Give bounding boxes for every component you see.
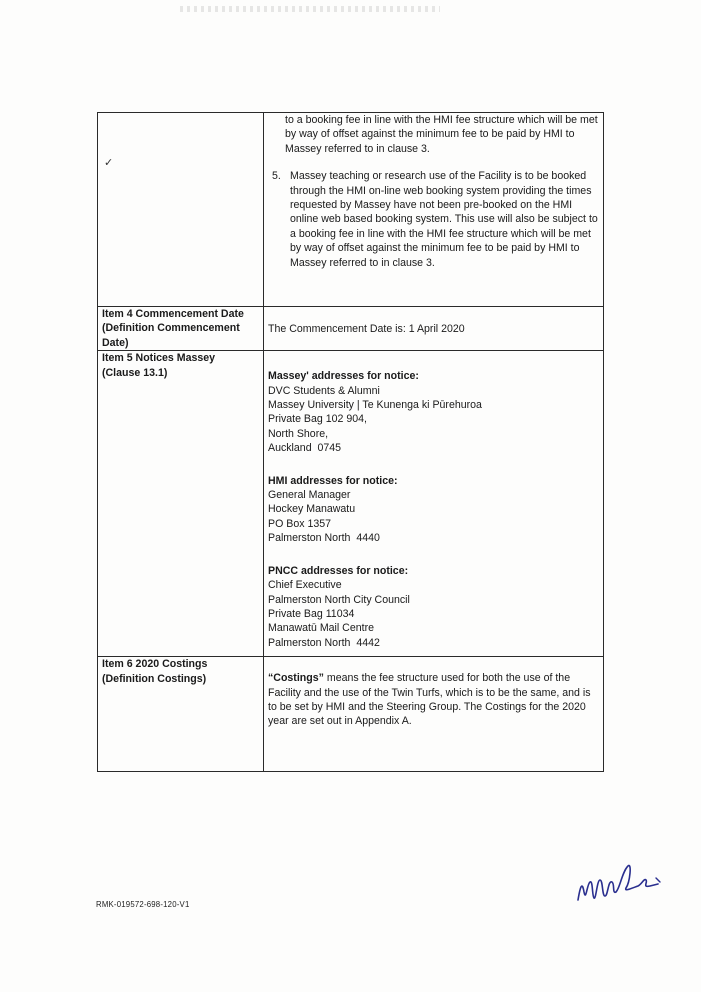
commencement-value-cell bbox=[264, 307, 604, 351]
row-label: (Definition Costings) bbox=[102, 672, 207, 685]
address-line: Palmerston North 4440 bbox=[268, 532, 380, 545]
table-row bbox=[98, 351, 604, 657]
table-row bbox=[98, 657, 604, 772]
address-heading: Massey' addresses for notice: bbox=[268, 370, 419, 383]
address-line: PO Box 1357 bbox=[268, 517, 332, 530]
address-line: Chief Executive bbox=[268, 579, 342, 592]
document-reference: RMK-019572-698-120-V1 bbox=[96, 900, 190, 909]
address-line: Manawatū Mail Centre bbox=[268, 622, 374, 635]
address-line: Auckland 0745 bbox=[268, 442, 342, 455]
address-heading: PNCC addresses for notice: bbox=[268, 564, 409, 577]
address-line: North Shore, bbox=[268, 427, 329, 440]
address-line: Hockey Manawatu bbox=[268, 503, 356, 516]
address-line: DVC Students & Alumni bbox=[268, 384, 380, 397]
list-item bbox=[268, 169, 599, 270]
costings-term: “Costings” bbox=[268, 672, 324, 685]
row-label: (Definition Commencement bbox=[102, 322, 240, 335]
notices-label-cell bbox=[98, 351, 264, 657]
notices-addresses-cell bbox=[264, 351, 604, 657]
row1-content-cell bbox=[264, 113, 604, 307]
commencement-label-cell bbox=[98, 307, 264, 351]
initials-signature-icon bbox=[572, 858, 664, 908]
item5-text: Massey teaching or research use of the Facility is to be booked through the HMI on-line web booking system providing the times requested by Massey have not been pre-booked on the HMI online web based booking system. This use will also be subject to a booking fee in line with the HMI fee structure which will be met by way of offset against the minimum fee to be paid by HMI to Massey referred to in clause 3. bbox=[290, 170, 598, 269]
massey-address-block bbox=[268, 369, 599, 455]
scan-artifact bbox=[180, 6, 440, 12]
pncc-address-block bbox=[268, 564, 599, 650]
row-label: Date) bbox=[102, 336, 129, 349]
address-line: Massey University | Te Kunenga ki Pūrehuroa bbox=[268, 399, 482, 412]
costings-definition bbox=[268, 657, 599, 729]
costings-label-cell bbox=[98, 657, 264, 772]
hmi-address-block bbox=[268, 474, 599, 546]
row-label: Item 4 Commencement Date bbox=[102, 308, 244, 320]
address-line: Palmerston North 4442 bbox=[268, 636, 380, 649]
tick-mark-icon: ✓ bbox=[104, 157, 114, 169]
list-number: 5. bbox=[272, 170, 281, 183]
row-label: Item 5 Notices Massey bbox=[102, 352, 216, 365]
table-row bbox=[98, 113, 604, 307]
item4-continuation-text: to a booking fee in line with the HMI fee structure which will be met by way of offset against the minimum fee to be paid by HMI to Massey referred to in clause 3. bbox=[285, 114, 598, 155]
row-label: Item 6 2020 Costings bbox=[102, 658, 208, 671]
row-label: (Clause 13.1) bbox=[102, 366, 168, 379]
terms-schedule-table bbox=[97, 112, 604, 772]
address-line: Private Bag 102 904, bbox=[268, 413, 367, 426]
commencement-date-text: The Commencement Date is: 1 April 2020 bbox=[268, 323, 465, 335]
address-line: Private Bag 11034 bbox=[268, 607, 355, 620]
address-line: Palmerston North City Council bbox=[268, 593, 410, 606]
table-row bbox=[98, 307, 604, 351]
costings-text: means the fee structure used for both the use of the Facility and the use of the Twin Turfs, which is to be the same, and is to be set by HMI and the Steering Group. The Costings for the 2020 year are set out in Appendix A. bbox=[268, 672, 591, 728]
row1-label-cell bbox=[98, 113, 264, 307]
address-line: General Manager bbox=[268, 489, 351, 502]
address-heading: HMI addresses for notice: bbox=[268, 474, 398, 487]
costings-value-cell bbox=[264, 657, 604, 772]
